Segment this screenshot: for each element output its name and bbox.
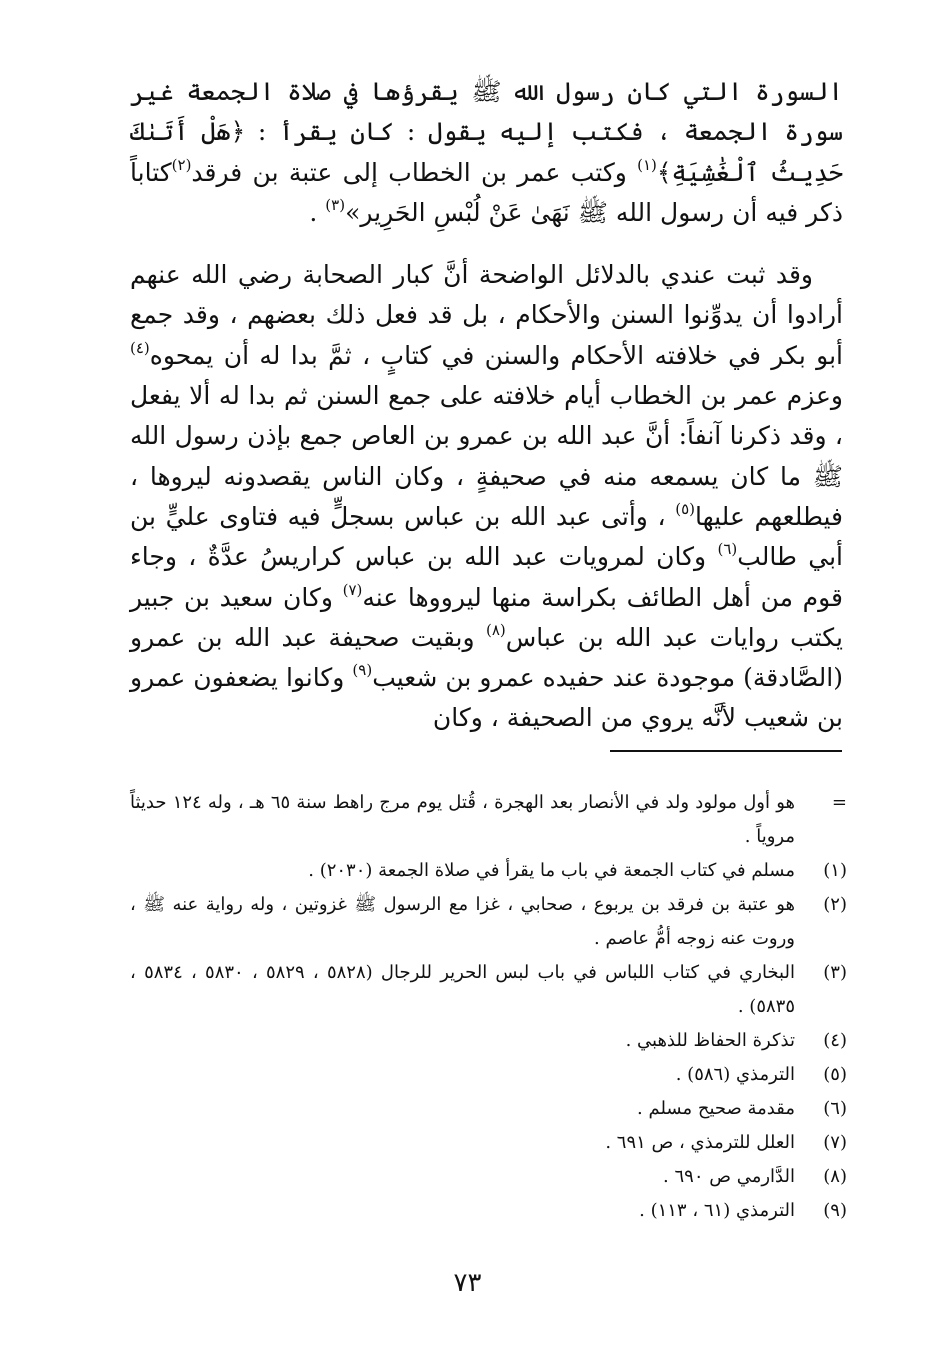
footnote — [130, 1058, 847, 1092]
footnote-number: (٥) — [823, 1064, 847, 1085]
footnotes — [130, 786, 847, 1228]
footnote-text: البخاري في كتاب اللباس في باب لبس الحرير للرجال (٥٨٢٨ ، ٥٨٢٩ ، ٥٨٣٠ ، ٥٨٣٤ ، ٥٨٣٥) . — [130, 962, 795, 1017]
footnote-number: (٤) — [823, 1030, 847, 1051]
paragraph-2 — [130, 255, 843, 739]
text-span: وكان لمرويات عبد الله بن عباس كراريسُ عدَّةٌ ، وجاء قوم من أهل الطائف بكراسة منها ليرووها عنه — [130, 542, 843, 612]
paragraph-1 — [130, 72, 843, 233]
text-span: السورة التي كان رسول الله ﷺ يقرؤها في صلاة الجمعة غير سورة الجمعة ، فكتب إليه يقول : كان يقرأ : ﴿هَلْ أَتَىٰكَ حَدِيثُ ٱلْغَٰشِيَةِ﴾ — [130, 77, 843, 187]
footnote — [130, 1126, 847, 1160]
footnote-ref: (٢) — [171, 155, 192, 174]
footnote-text: الترمذي (٦١ ، ١١٣) . — [639, 1200, 795, 1221]
footnote — [130, 1160, 847, 1194]
footnote-ref: (٩) — [352, 661, 373, 680]
text-span: . — [309, 197, 326, 227]
text-span: كتاباً ذكر فيه أن رسول الله ﷺ نَهَىٰ عَنْ لُبْسِ الحَرِير» — [130, 157, 843, 227]
footnote — [130, 1092, 847, 1126]
text-span: ، وأتى عبد الله بن عباس بسجلٍّ فيه فتاوى عليٍّ بن أبي طالب — [130, 501, 843, 572]
footnote-text: مقدمة صحيح مسلم . — [637, 1098, 795, 1119]
footnote-text: مسلم في كتاب الجمعة في باب ما يقرأ في صلاة الجمعة (٢٠٣٠) . — [308, 860, 795, 881]
footnote-number: (٢) — [823, 894, 847, 915]
footnote-ref: (٦) — [717, 540, 738, 559]
page-number: ٧٣ — [453, 1268, 482, 1298]
footnote-text: هو عتبة بن فرقد بن يربوع ، صحابي ، غزا مع الرسول ﷺ غزوتين ، وله رواية عنه ﷺ ، وروت عنه زوجه أمُّ عاصم . — [130, 894, 795, 949]
footnote-text: هو أول مولود ولد في الأنصار بعد الهجرة ، قُتل يوم مرج راهط سنة ٦٥ هـ ، وله ١٢٤ حديثاً مروياً . — [130, 792, 795, 847]
main-text — [130, 72, 843, 739]
footnote — [130, 854, 847, 888]
footnote-ref: (٣) — [325, 195, 346, 214]
footnote-number: (٩) — [823, 1200, 847, 1221]
text-span: وقد ثبت عندي بالدلائل الواضحة أنَّ كبار الصحابة رضي الله عنهم أرادوا أن يدوِّنوا السنن والأحكام ، بل قد فعل ذلك بعضهم ، وقد جمع أبو بكر في خلافته الأحكام والسنن في كتابٍ ، ثمَّ بدا له أن يمحوه — [130, 260, 843, 370]
footnote — [130, 1024, 847, 1058]
footnote-number: (٨) — [823, 1166, 847, 1187]
footnote-number: = — [831, 792, 847, 813]
text-span: وكان سعيد بن جبير يكتب روايات عبد الله بن عباس — [130, 582, 844, 652]
footnote-ref: (٧) — [342, 580, 363, 599]
footnote — [130, 956, 847, 1024]
footnote-text: العلل للترمذي ، ص ٦٩١ . — [605, 1132, 795, 1153]
footnote-text: تذكرة الحفاظ للذهبي . — [625, 1030, 795, 1051]
footnote-separator — [610, 750, 842, 752]
text-span: وعزم عمر بن الخطاب أيام خلافته على جمع السنن ثم بدا له ألا يفعل ، وقد ذكرنا آنفاً: أنَّ عبد الله بن عمرو بن العاص جمع بإذن رسول الله ﷺ ما كان يسمعه منه في صحيفةٍ ، وكان الناس يقصدونه ليروها ، فيطلعهم عليها — [130, 381, 843, 531]
text-span: وكتب عمر بن الخطاب إلى عتبة بن فرقد — [191, 157, 638, 187]
footnote-number: (٦) — [823, 1098, 847, 1119]
footnote-ref: (١) — [637, 155, 657, 174]
text-span: وكانوا يضعفون عمرو بن شعيب لأنَّه يروي من الصحيفة ، وكان — [130, 663, 843, 733]
footnote-ref: (٤) — [130, 338, 150, 357]
footnote — [130, 786, 847, 854]
footnote — [130, 1194, 847, 1228]
footnote-number: (٣) — [823, 962, 847, 983]
footnote-text: الترمذي (٥٨٦) . — [675, 1064, 795, 1085]
text-span: وبقيت صحيفة عبد الله بن عمرو (الصَّادقة) موجودة عند حفيده عمرو بن شعيب — [130, 622, 843, 693]
footnote-text: الدَّارمي ص ٦٩٠ . — [663, 1166, 795, 1187]
footnote — [130, 888, 847, 956]
footnote-number: (٧) — [823, 1132, 847, 1153]
footnote-ref: (٥) — [675, 499, 695, 518]
footnote-number: (١) — [823, 860, 847, 881]
footnote-ref: (٨) — [485, 620, 506, 639]
